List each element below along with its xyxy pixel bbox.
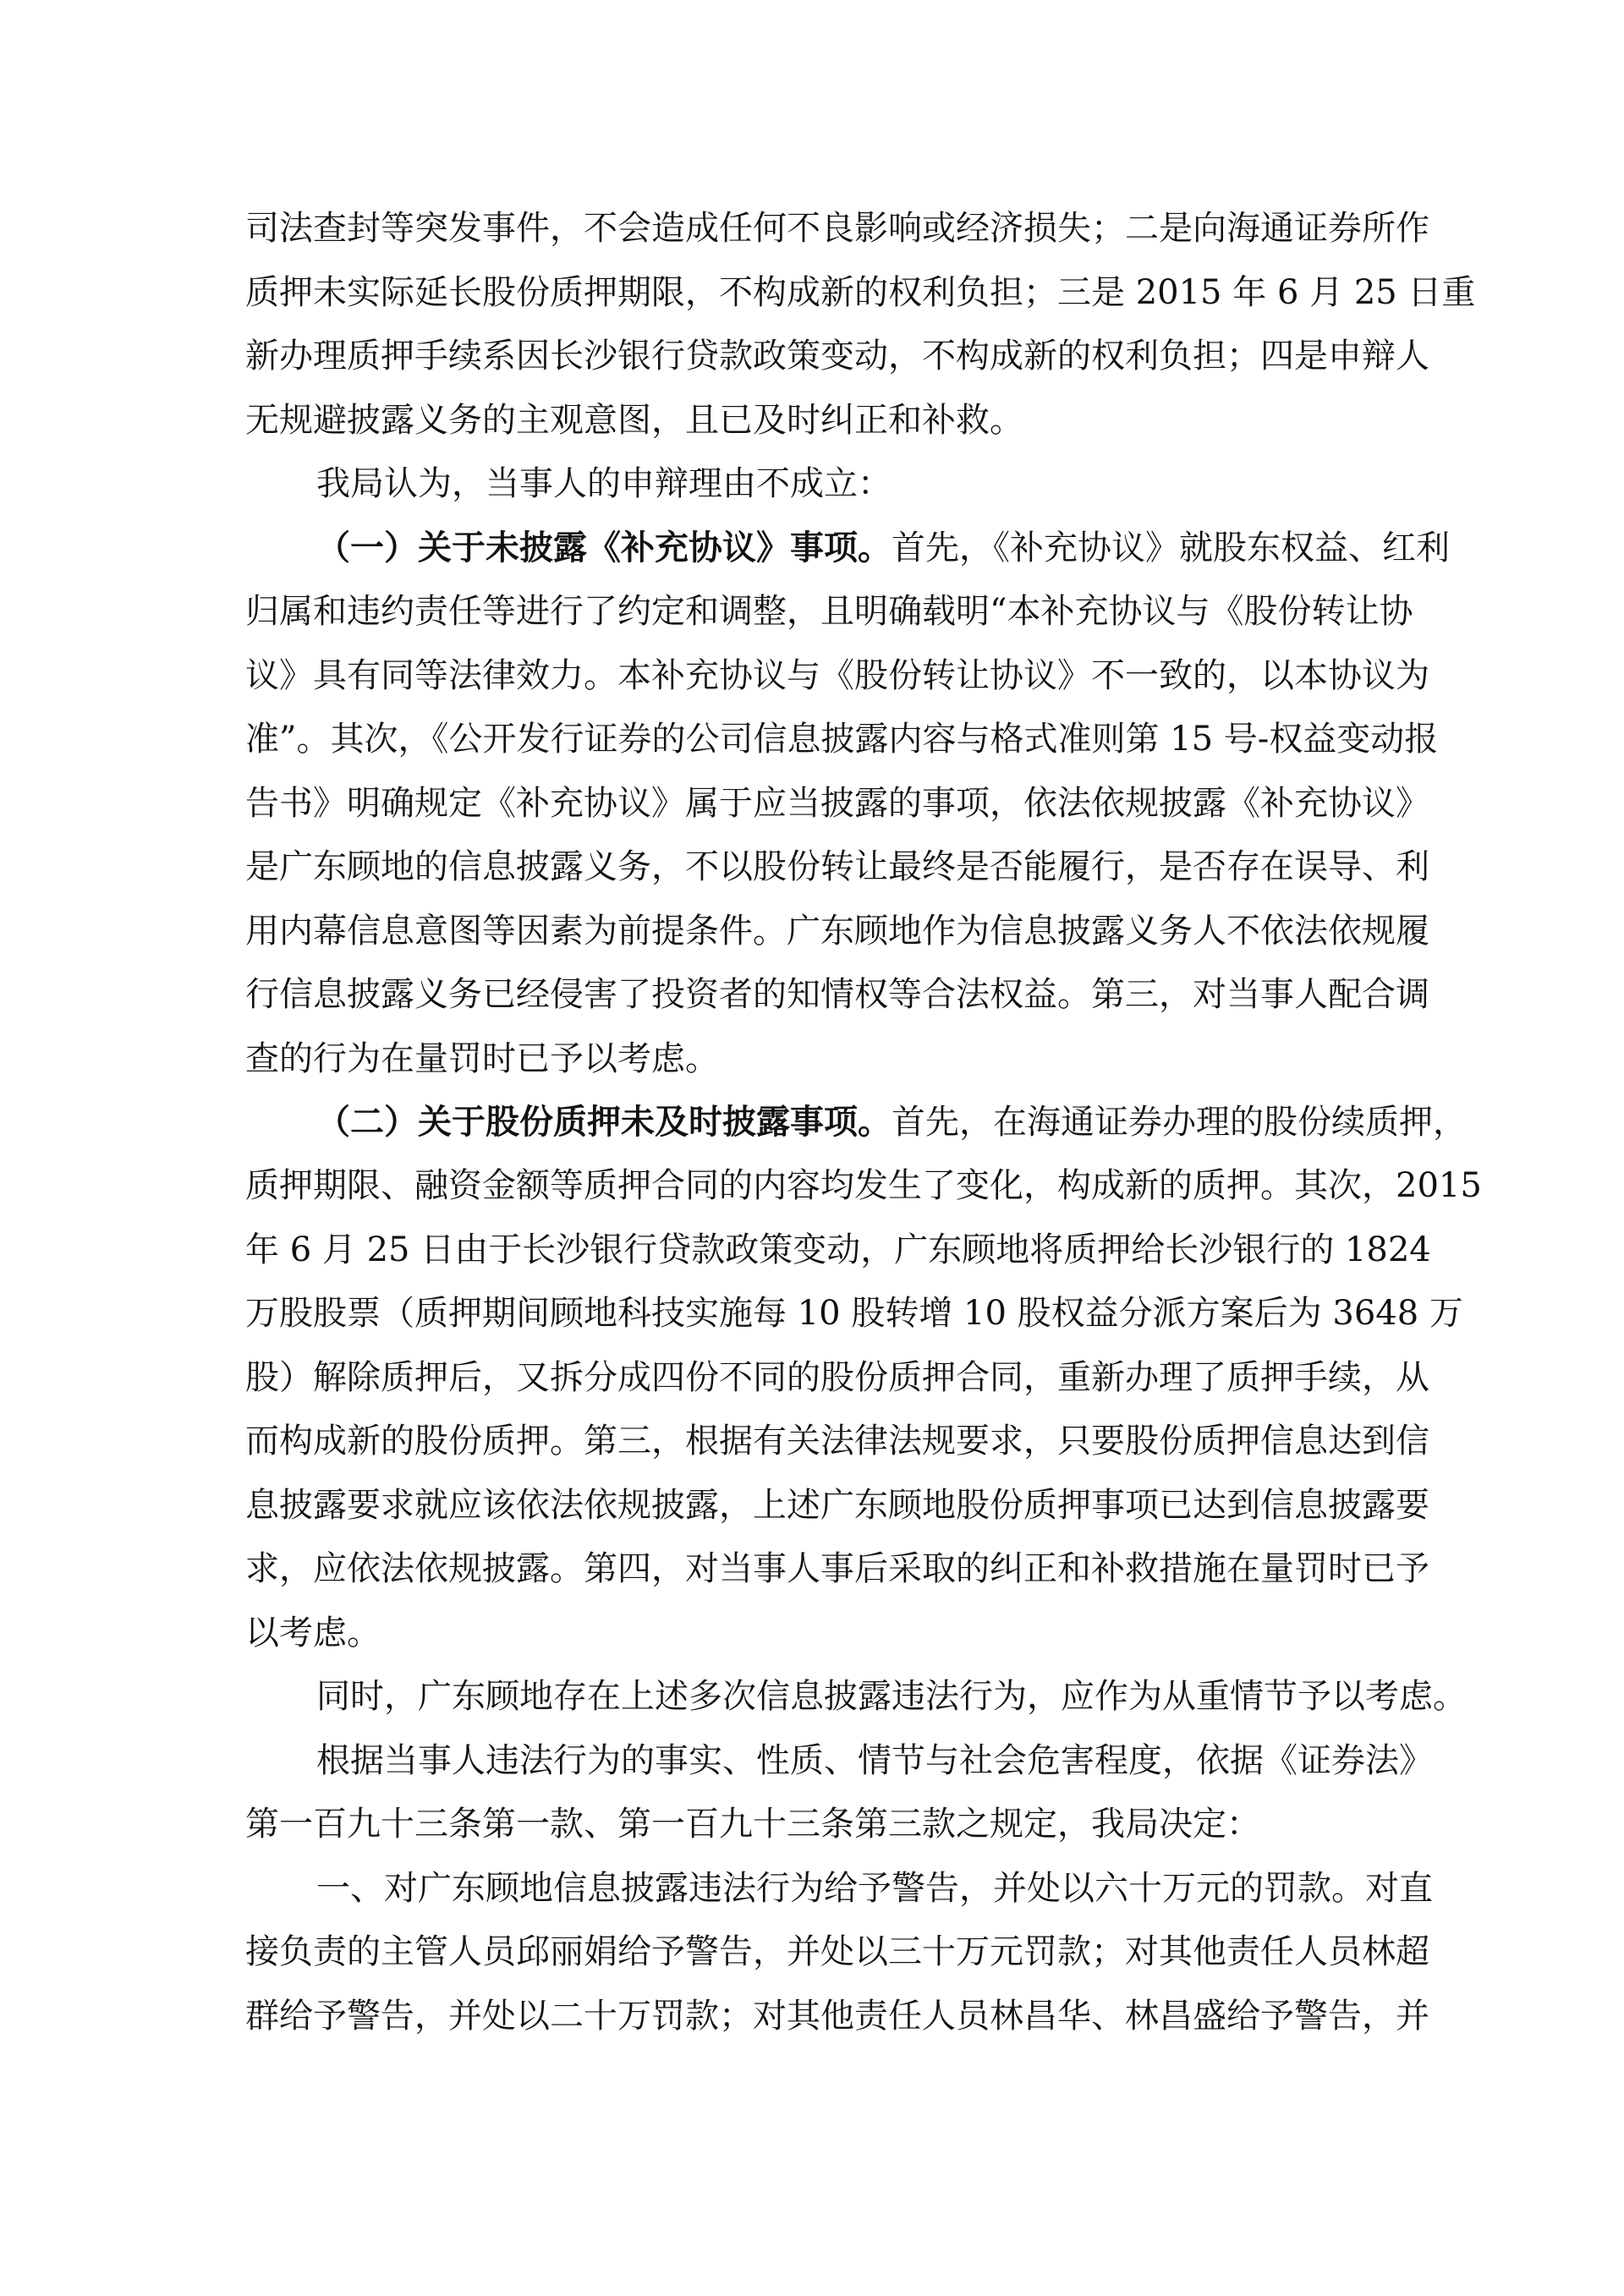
- paragraph-line: 求，应依法依规披露。第四，对当事人事后采取的纠正和补救措施在量罚时已予: [245, 1549, 1429, 1588]
- paragraph-line: 归属和违约责任等进行了约定和调整，且明确载明“本补充协议与《股份转让协: [245, 592, 1413, 631]
- paragraph-line: 年 6 月 25 日由于长沙银行贷款政策变动，广东顾地将质押给长沙银行的 1824: [245, 1230, 1431, 1269]
- section-heading-line: [316, 516, 1450, 580]
- section-heading-1: （一）关于未披露《补充协议》事项。: [316, 529, 892, 567]
- paragraph-line: 万股股票（质押期间顾地科技实施每 10 股转增 10 股权益分派方案后为 3648 万: [245, 1294, 1463, 1333]
- paragraph-line: 无规避披露义务的主观意图，且已及时纠正和补救。: [245, 401, 1023, 440]
- paragraph-line: 议》具有同等法律效力。本补充协议与《股份转让协议》不一致的，以本协议为: [245, 656, 1429, 695]
- paragraph-line: 群给予警告，并处以二十万罚款；对其他责任人员林昌华、林昌盛给予警告，并: [245, 1997, 1429, 2036]
- paragraph-line: 息披露要求就应该依法依规披露，上述广东顾地股份质押事项已达到信息披露要: [245, 1486, 1429, 1525]
- section-heading-line: [316, 1090, 1467, 1154]
- section-heading-2: （二）关于股份质押未及时披露事项。: [316, 1103, 892, 1142]
- paragraph-line: 同时，广东顾地存在上述多次信息披露违法行为，应作为从重情节予以考虑。: [316, 1677, 1467, 1716]
- paragraph-text: 首先，《补充协议》就股东权益、红利: [892, 529, 1450, 567]
- paragraph-line: 根据当事人违法行为的事实、性质、情节与社会危害程度，依据《证券法》: [316, 1741, 1433, 1780]
- paragraph-line: 行信息披露义务已经侵害了投资者的知情权等合法权益。第三，对当事人配合调: [245, 975, 1429, 1014]
- paragraph-line: 查的行为在量罚时已予以考虑。: [245, 1039, 719, 1078]
- paragraph-line: 而构成新的股份质押。第三，根据有关法律法规要求，只要股份质押信息达到信: [245, 1422, 1429, 1460]
- paragraph-line: 质押未实际延长股份质押期限，不构成新的权利负担；三是 2015 年 6 月 25 日重: [245, 273, 1476, 312]
- paragraph-line: 股）解除质押后，又拆分成四份不同的股份质押合同，重新办理了质押手续，从: [245, 1358, 1429, 1397]
- paragraph-line: 司法查封等突发事件，不会造成任何不良影响或经济损失；二是向海通证券所作: [245, 209, 1429, 248]
- paragraph-line: 我局认为，当事人的申辩理由不成立：: [316, 464, 892, 503]
- paragraph-line: 告书》明确规定《补充协议》属于应当披露的事项，依法依规披露《补充协议》: [245, 784, 1429, 823]
- paragraph-line: 用内幕信息意图等因素为前提条件。广东顾地作为信息披露义务人不依法依规履: [245, 912, 1429, 951]
- paragraph-line: 是广东顾地的信息披露义务，不以股份转让最终是否能履行，是否存在误导、利: [245, 847, 1429, 886]
- paragraph-line: 质押期限、融资金额等质押合同的内容均发生了变化，构成新的质押。其次，2015: [245, 1166, 1482, 1205]
- paragraph-line: 准”。其次，《公开发行证券的公司信息披露内容与格式准则第 15 号-权益变动报: [245, 720, 1439, 759]
- paragraph-line: 第一百九十三条第一款、第一百九十三条第三款之规定，我局决定：: [245, 1805, 1260, 1844]
- paragraph-line: 一、对广东顾地信息披露违法行为给予警告，并处以六十万元的罚款。对直: [316, 1869, 1433, 1908]
- paragraph-text: 首先，在海通证券办理的股份续质押，: [892, 1103, 1467, 1142]
- paragraph-line: 新办理质押手续系因长沙银行贷款政策变动，不构成新的权利负担；四是申辩人: [245, 337, 1429, 375]
- paragraph-line: 接负责的主管人员邱丽娟给予警告，并处以三十万元罚款；对其他责任人员林超: [245, 1932, 1429, 1971]
- paragraph-line: 以考虑。: [245, 1614, 381, 1652]
